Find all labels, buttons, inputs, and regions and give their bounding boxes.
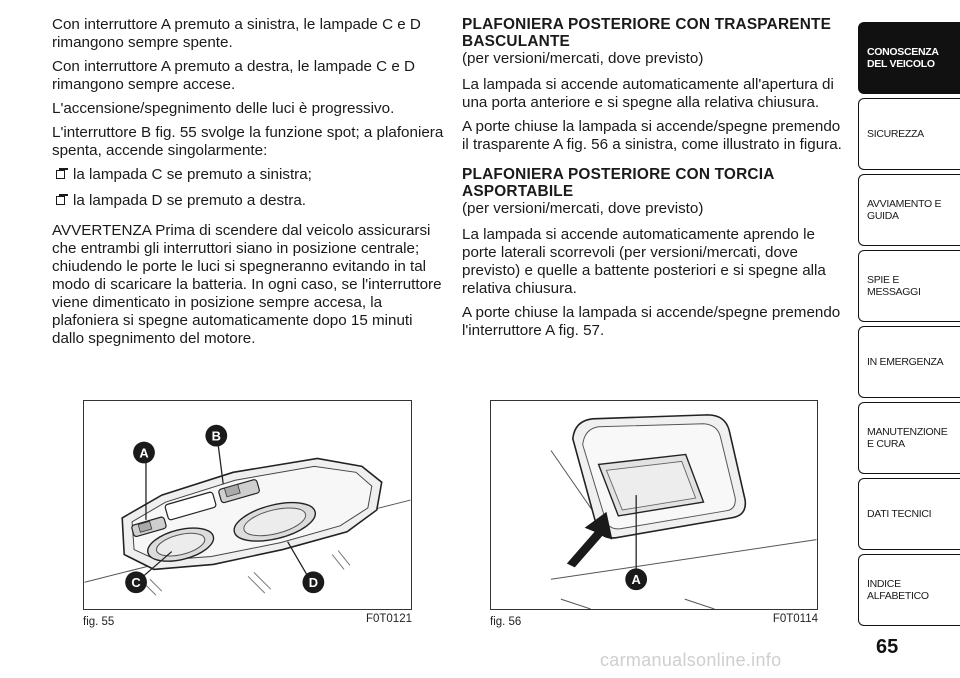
- tab-sicurezza[interactable]: [858, 98, 960, 170]
- tab-in-emergenza[interactable]: [858, 326, 960, 398]
- watermark: carmanualsonline.info: [600, 650, 782, 670]
- tab-label: AVVIAMENTO E GUIDA: [867, 198, 942, 222]
- tab-indice-alfabetico[interactable]: [858, 554, 960, 626]
- section-heading: PLAFONIERA POSTERIORE CON TRASPARENTE BASCULANTE: [462, 16, 832, 50]
- list-item: [52, 166, 444, 184]
- figure-56: [490, 400, 818, 628]
- warning-paragraph: AVVERTENZA Prima di scendere dal veicolo assicurarsi che entrambi gli interruttori siano in posizione centrale; chiudendo le porte le luci si spegneranno evitando in tal modo di scaricare la batteria. In ogni caso, se l'interruttore viene dimenticato in posizione sempre accesa, la plafoniera si spegne automaticamente dopo 15 minuti dallo spegnimento del motore.: [52, 222, 442, 347]
- paragraph: A porte chiuse la lampada si accende/spegne premendo l'interruttore A fig. 57.: [462, 304, 841, 339]
- paragraph: Con interruttore A premuto a sinistra, le lampade C e D rimangono sempre spente.: [52, 16, 421, 51]
- page-number: 65: [876, 636, 899, 658]
- chapter-tabs: [858, 0, 960, 630]
- tab-label: MANUTENZIONE E CURA: [867, 426, 948, 450]
- tab-avviamento-e-guida[interactable]: [858, 174, 960, 246]
- section-subheading: (per versioni/mercati, dove previsto): [462, 50, 704, 67]
- tab-label: INDICE ALFABETICO: [867, 578, 929, 602]
- list-item-text: la lampada D se premuto a destra.: [73, 192, 306, 209]
- label-c: C: [131, 575, 141, 591]
- list-item: [52, 192, 444, 210]
- right-column: [462, 16, 842, 346]
- paragraph: L'accensione/spegnimento delle luci è progressivo.: [52, 100, 395, 117]
- label-a: A: [631, 572, 641, 588]
- paragraph: A porte chiuse la lampada si accende/spegne premendo il trasparente A fig. 56 a sinistra, come illustrato in figura.: [462, 118, 842, 153]
- paragraph: La lampada si accende automaticamente aprendo le porte laterali scorrevoli (per versioni/mercati, dove previsto) e quelle a battente posteriori e si spegne alla relativa chiusura.: [462, 226, 826, 297]
- list-item-text: la lampada C se premuto a sinistra;: [73, 166, 312, 183]
- section-heading: PLAFONIERA POSTERIORE CON TORCIA ASPORTABILE: [462, 166, 774, 200]
- tab-dati-tecnici[interactable]: [858, 478, 960, 550]
- tab-label: CONOSCENZA DEL VEICOLO: [867, 46, 939, 70]
- tab-spie-e-messaggi[interactable]: [858, 250, 960, 322]
- paragraph: Con interruttore A premuto a destra, le lampade C e D rimangono sempre accese.: [52, 58, 416, 93]
- figure-55: [83, 400, 412, 628]
- figure-code: F0T0121: [365, 613, 412, 625]
- label-b: B: [211, 428, 221, 444]
- tab-label: SICUREZZA: [867, 128, 924, 140]
- checkbox-bullet-icon: [56, 196, 65, 205]
- roof-light-illustration: [83, 400, 412, 610]
- paragraph: L'interruttore B fig. 55 svolge la funzione spot; a plafoniera spenta, accende singolarmente:: [52, 124, 444, 159]
- tab-manutenzione-e-cura[interactable]: [858, 402, 960, 474]
- tab-label: DATI TECNICI: [867, 508, 932, 520]
- label-a: A: [139, 445, 149, 461]
- label-d: D: [308, 575, 319, 591]
- figure-code: F0T0114: [772, 613, 818, 625]
- rear-light-illustration: [490, 400, 818, 610]
- figure-caption: fig. 56: [490, 616, 522, 628]
- left-column: [52, 16, 444, 354]
- paragraph: La lampada si accende automaticamente all'apertura di una porta anteriore e si spegne alla relativa chiusura.: [462, 76, 834, 111]
- section-subheading: (per versioni/mercati, dove previsto): [462, 200, 704, 217]
- tab-label: SPIE E MESSAGGI: [867, 274, 921, 298]
- tab-label: IN EMERGENZA: [867, 356, 944, 368]
- figure-caption: fig. 55: [83, 616, 115, 628]
- checkbox-bullet-icon: [56, 170, 65, 179]
- tab-conoscenza-del-veicolo[interactable]: [858, 22, 960, 94]
